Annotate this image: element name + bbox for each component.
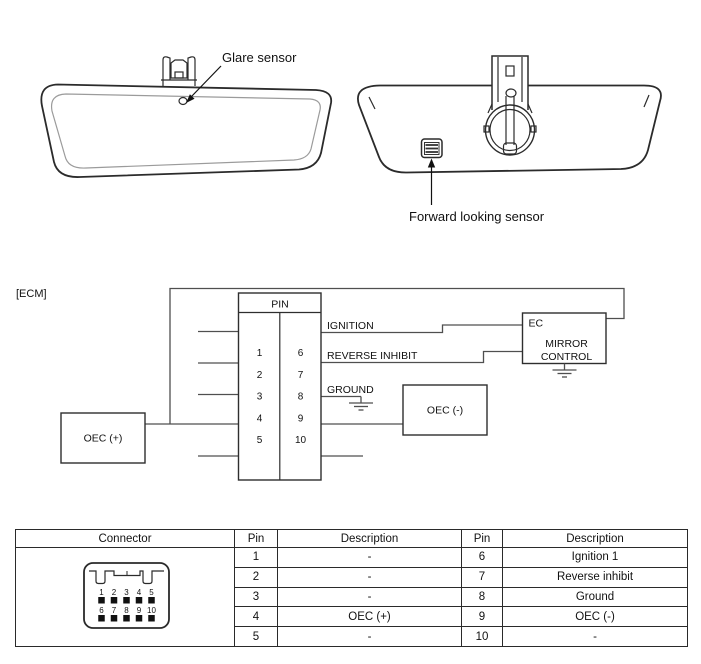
pin-box xyxy=(239,293,322,480)
pin-9: 9 xyxy=(297,413,304,425)
cell-pin: 8 xyxy=(462,587,503,607)
cell-pin: 2 xyxy=(235,567,278,587)
header-description-right: Description xyxy=(503,530,688,548)
connector-pin-contact xyxy=(148,615,155,622)
pin-8: 8 xyxy=(297,391,304,403)
cell-description: OEC (-) xyxy=(503,607,688,627)
connector-pin-contact xyxy=(110,615,117,622)
forward-sensor-label: Forward looking sensor xyxy=(409,209,545,224)
stem-left-post xyxy=(163,57,170,86)
pin-6: 6 xyxy=(297,348,304,359)
header-connector: Connector xyxy=(16,530,235,548)
oec-plus-label: OEC (+) xyxy=(83,432,123,445)
ec-ground-symbol xyxy=(553,364,577,378)
cell-description: - xyxy=(278,567,462,587)
header-pin-left: Pin xyxy=(235,530,278,548)
cell-pin: 5 xyxy=(235,627,278,647)
connector-pin-8: 8 xyxy=(123,606,129,615)
mirror-rear-bracket xyxy=(484,56,536,155)
connector-pin-contact xyxy=(123,597,130,604)
connector-pin-contact xyxy=(135,615,142,622)
reverse-inhibit-label: REVERSE INHIBIT xyxy=(327,350,418,362)
cell-pin: 10 xyxy=(462,627,503,647)
mirror-rear-view xyxy=(358,56,661,224)
bracket-ball-outer xyxy=(486,105,535,155)
pin-10: 10 xyxy=(294,435,307,446)
mirror-front-stem xyxy=(161,57,197,86)
pin-5: 5 xyxy=(256,435,263,446)
connector-pin-9: 9 xyxy=(136,606,141,615)
ground-label: GROUND xyxy=(327,384,374,396)
cell-description: - xyxy=(278,548,462,568)
oec-minus-box xyxy=(403,385,487,435)
header-pin-right: Pin xyxy=(462,530,503,548)
connector-pin-contact xyxy=(110,597,117,604)
cell-pin: 7 xyxy=(462,567,503,587)
pin-box-header: PIN xyxy=(271,298,289,311)
cell-description: Reverse inhibit xyxy=(503,567,688,587)
ec-label: EC xyxy=(528,317,544,330)
connector-pin-6: 6 xyxy=(98,606,104,615)
cell-description: Ground xyxy=(503,587,688,607)
cell-description: Ignition 1 xyxy=(503,548,688,568)
cell-pin: 1 xyxy=(235,548,278,568)
cell-description: OEC (+) xyxy=(278,607,462,627)
glare-sensor-label: Glare sensor xyxy=(222,50,297,65)
oec-minus-label: OEC (-) xyxy=(426,404,464,417)
mirror-front-view xyxy=(41,50,331,177)
connector-pin-3: 3 xyxy=(123,588,129,597)
pin-7: 7 xyxy=(297,370,304,381)
stem-detail xyxy=(175,72,183,78)
table-header-row xyxy=(16,530,688,548)
connector-pin-5: 5 xyxy=(148,588,154,597)
cell-pin: 9 xyxy=(462,607,503,627)
cell-description: - xyxy=(278,587,462,607)
mirror-control-label-line1: MIRROR xyxy=(545,338,588,350)
cell-pin: 6 xyxy=(462,548,503,568)
cell-pin: 3 xyxy=(235,587,278,607)
connector-drawing xyxy=(18,548,233,643)
connector-pin-contact xyxy=(123,615,130,622)
cell-pin: 4 xyxy=(235,607,278,627)
connector-pin-7: 7 xyxy=(111,606,116,615)
pin-1: 1 xyxy=(256,348,263,359)
header-description-left: Description xyxy=(278,530,462,548)
glare-sensor-dot xyxy=(179,98,187,105)
forward-looking-sensor xyxy=(422,139,443,158)
connector-pin-contact xyxy=(98,597,105,604)
ec-mirror-control-box xyxy=(523,313,607,377)
pin-2: 2 xyxy=(256,370,263,381)
connector-pin-1: 1 xyxy=(98,588,104,597)
connector-pin-contact xyxy=(135,597,142,604)
ecm-label: [ECM] xyxy=(16,288,47,300)
connector-drawing-cell xyxy=(16,548,235,647)
pin-description-table xyxy=(15,529,688,647)
ground-symbol xyxy=(349,397,373,411)
connector-pin-2: 2 xyxy=(111,588,116,597)
wiring-diagram xyxy=(16,288,624,480)
table-row xyxy=(16,548,688,568)
connector-pin-contact xyxy=(148,597,155,604)
pin-3: 3 xyxy=(256,391,263,403)
connector-pin-4: 4 xyxy=(136,588,141,597)
stem-right-post xyxy=(188,57,195,86)
stem-housing xyxy=(171,60,187,78)
cell-description: - xyxy=(503,627,688,647)
mirror-control-label-line2: CONTROL xyxy=(540,351,593,363)
cell-description: - xyxy=(278,627,462,647)
connector-pin-10: 10 xyxy=(146,606,156,615)
oec-plus-box xyxy=(61,413,145,463)
pin-4: 4 xyxy=(256,413,263,425)
connector-pin-contact xyxy=(98,615,105,622)
ignition-label: IGNITION xyxy=(327,320,374,332)
